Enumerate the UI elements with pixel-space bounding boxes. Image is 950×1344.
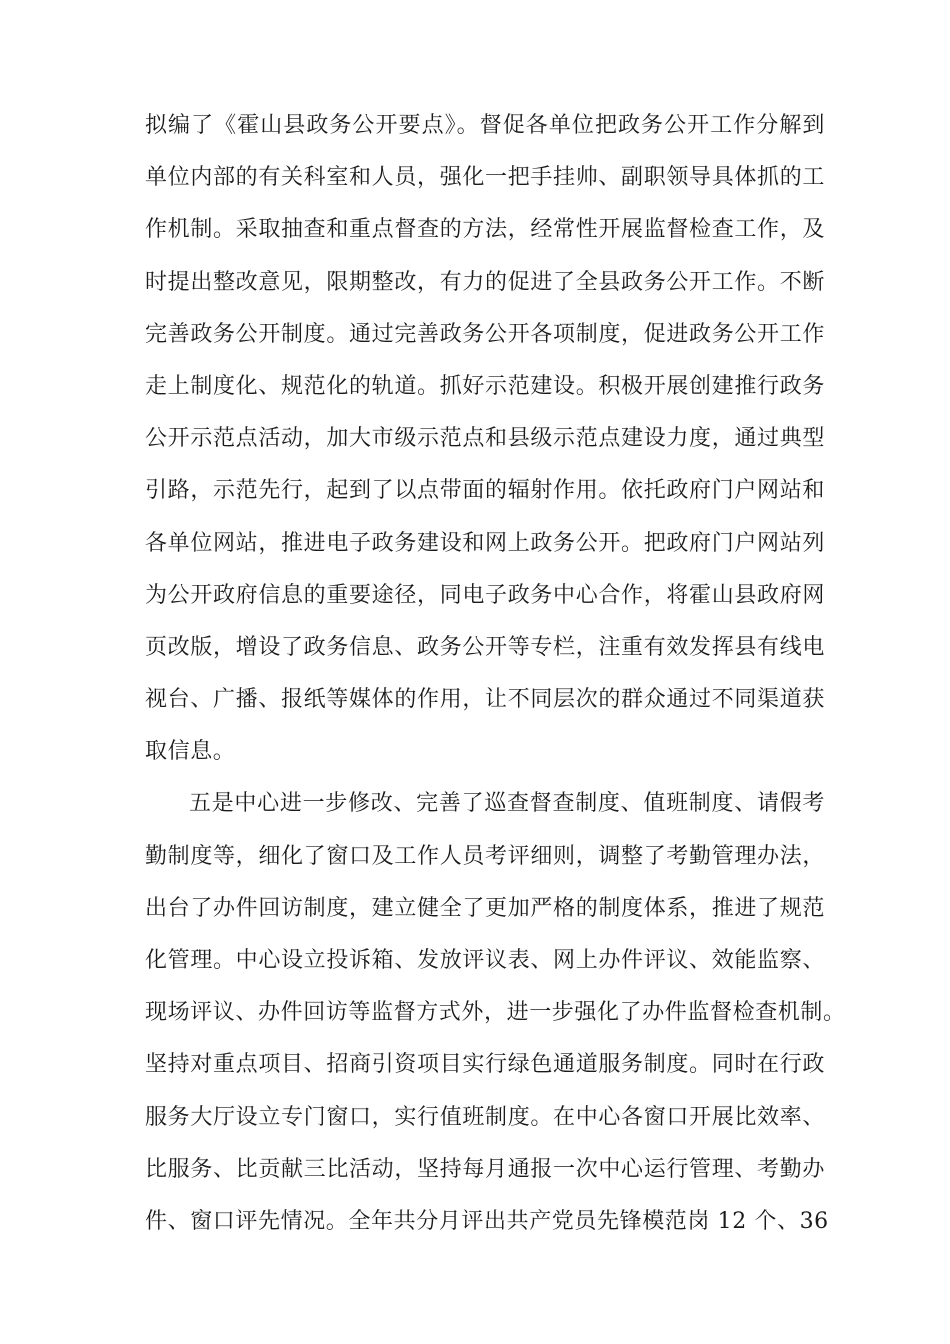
paragraph-1-line: 单位内部的有关科室和人员，强化一把手挂帅、副职领导具体抓的工: [145, 165, 825, 191]
paragraph-2-line: 化管理。中心设立投诉箱、发放评议表、网上办件评议、效能监察、: [145, 948, 825, 973]
document-body: [145, 100, 846, 1248]
paragraph-1-line: 取信息。: [145, 739, 236, 765]
paragraph-2-line: 坚持对重点项目、招商引资项目实行绿色通道服务制度。同时在行政: [145, 1052, 825, 1078]
paragraph-1-line: 时提出整改意见，限期整改，有力的促进了全县政务公开工作。不断: [145, 269, 825, 295]
paragraph-2-line: 出台了办件回访制度，建立健全了更加严格的制度体系，推进了规范: [145, 895, 825, 921]
paragraph-1-line: 为公开政府信息的重要途径，同电子政务中心合作，将霍山县政府网: [145, 582, 825, 608]
paragraph-1-line: 页改版，增设了政务信息、政务公开等专栏，注重有效发挥县有线电: [145, 634, 825, 660]
paragraph-2-line: 现场评议、办件回访等监督方式外，进一步强化了办件监督检查机制。: [145, 1000, 846, 1026]
paragraph-1-line: 走上制度化、规范化的轨道。抓好示范建设。积极开展创建推行政务: [145, 373, 825, 399]
paragraph-2-line: 服务大厅设立专门窗口，实行值班制度。在中心各窗口开展比效率、: [145, 1104, 825, 1130]
paragraph-1-line: 作机制。采取抽查和重点督查的方法，经常性开展监督检查工作，及: [145, 217, 825, 243]
paragraph-2-line: 五是中心进一步修改、完善了巡查督查制度、值班制度、请假考: [189, 791, 825, 817]
paragraph-2-line: 勤制度等，细化了窗口及工作人员考评细则，调整了考勤管理办法，: [145, 843, 825, 869]
paragraph-1-line: 引路，示范先行，起到了以点带面的辐射作用。依托政府门户网站和: [145, 478, 825, 504]
paragraph-2-line: 比服务、比贡献三比活动，坚持每月通报一次中心运行管理、考勤办: [145, 1156, 825, 1182]
paragraph-2-line: 件、窗口评先情况。全年共分月评出共产党员先锋模范岗 12 个、36: [145, 1208, 829, 1234]
paragraph-1-line: 完善政务公开制度。通过完善政务公开各项制度，促进政务公开工作: [145, 321, 825, 347]
paragraph-1-line: 拟编了《霍山县政务公开要点》。督促各单位把政务公开工作分解到: [145, 113, 825, 138]
paragraph-1-line: 视台、广播、报纸等媒体的作用，让不同层次的群众通过不同渠道获: [145, 687, 825, 713]
paragraph-1-line: 各单位网站，推进电子政务建设和网上政务公开。把政府门户网站列: [145, 530, 825, 556]
paragraph-1-line: 公开示范点活动，加大市级示范点和县级示范点建设力度，通过典型: [145, 426, 825, 452]
